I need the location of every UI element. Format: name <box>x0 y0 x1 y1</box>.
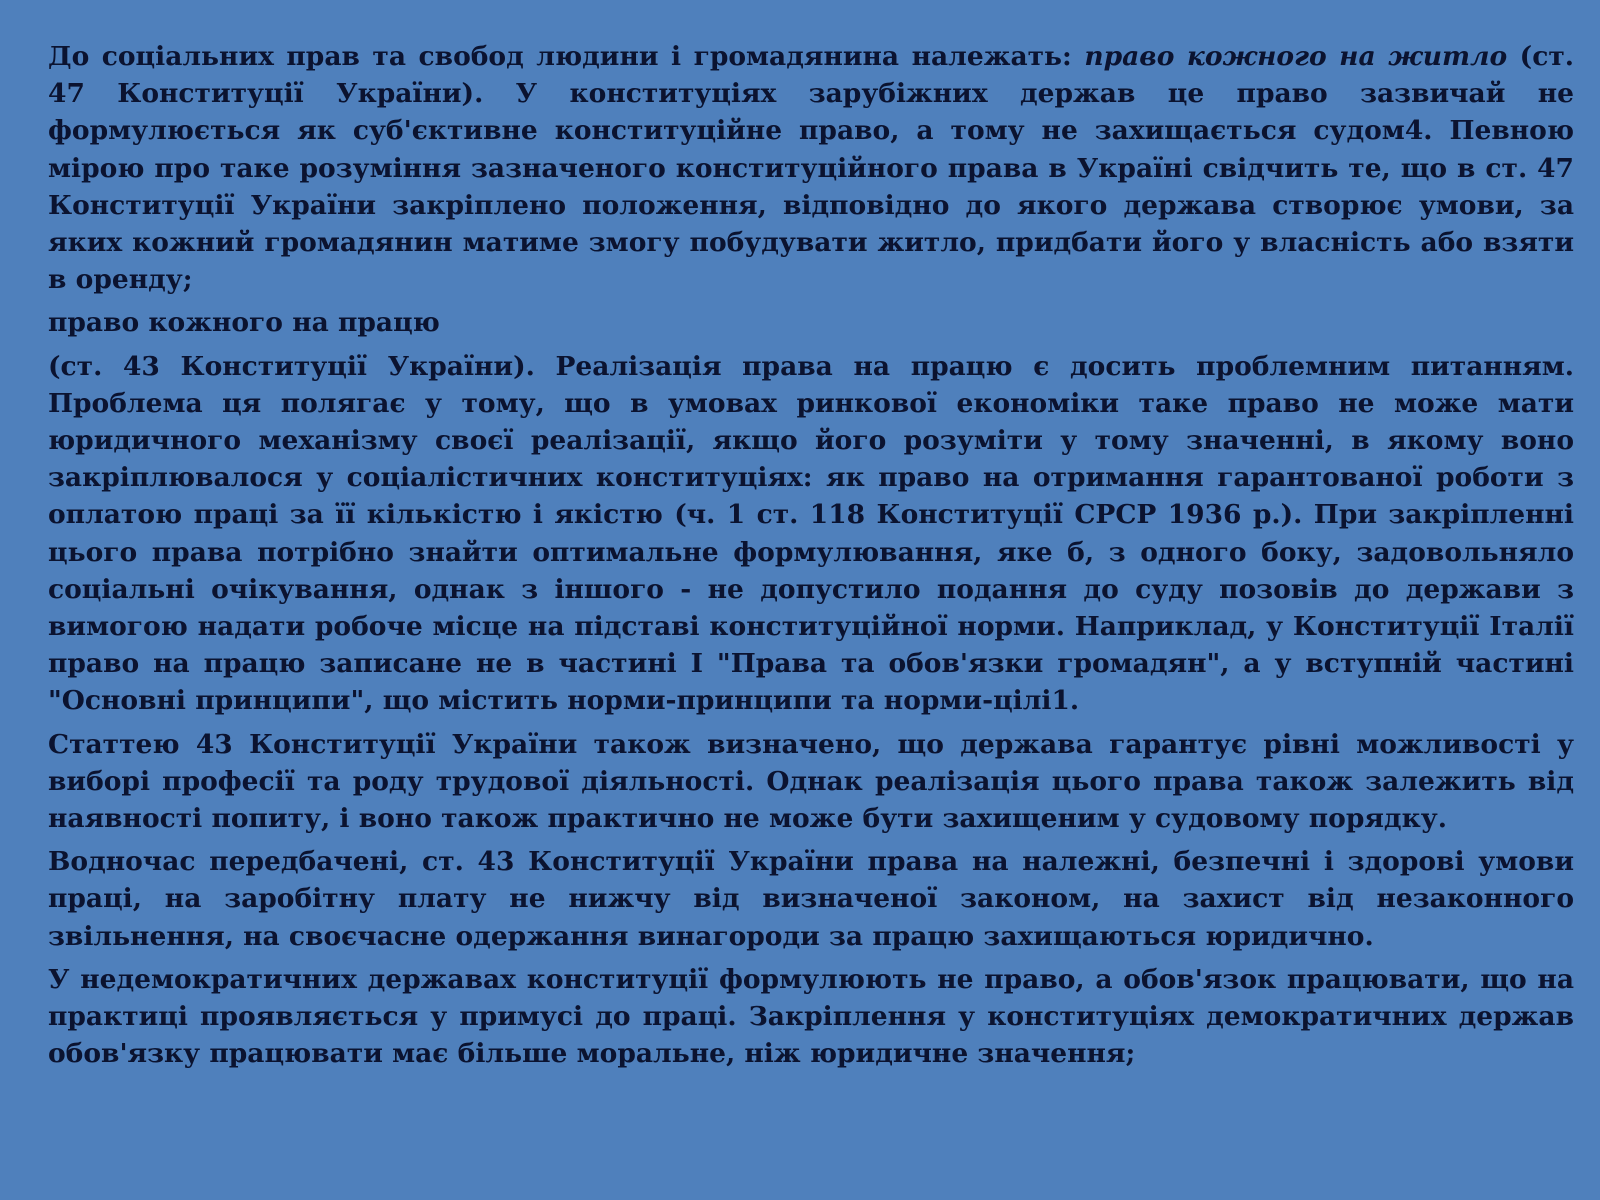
paragraph-profession-choice: Статтею 43 Конституції України також визначено, що держава гарантує рівні можливості у виборі професії та роду трудової діяльності. Однак реалізація цього права також залежить від наявності попиту, і воно також практично не може бути захищеним у судовому порядку. <box>48 728 1574 835</box>
housing-right-italic: право кожного на житло <box>1084 41 1508 72</box>
slide-text-body <box>48 38 1574 1078</box>
paragraph-labor-right-heading: право кожного на працю <box>48 307 440 339</box>
paragraph-housing-body: (ст. 47 Конституції України). У конституціях зарубіжних держав це право зазвичай не формулюється як суб'єктивне конституційне право, а тому не захищається судом4. Певною мірою про таке розуміння зазначеного конституційного права в Україні свідчить те, що в ст. 47 Конституції України закріплено положення, відповідно до якого держава створює умови, за яких кожний громадянин матиме змогу побудувати житло, придбати його у власність або взяти в оренду; <box>48 41 1574 296</box>
paragraph-labor-right: (ст. 43 Конституції України). Реалізація права на працю є досить проблемним питанням. Проблема ця полягає у тому, що в умовах ринкової економіки таке право не може мати юридичного механізму своєї реалізації, якщо його розуміти у тому значенні, в якому воно закріплювалося у соціалістичних конституціях: як право на отримання гарантованої роботи з оплатою праці за її кількістю і якістю (ч. 1 ст. 118 Конституції СРСР 1936 р.). При закріпленні цього права потрібно знайти оптимальне формулювання, яке б, з одного боку, задовольняло соціальні очікування, однак з іншого - не допустило подання до суду позовів до держави з вимогою надати робоче місце на підставі конституційної норми. Наприклад, у Конституції Італії право на працю записане не в частині I "Права та обов'язки громадян", а у вступній частині "Основні принципи", що містить норми-принципи та норми-цілі1. <box>48 350 1574 717</box>
paragraph-work-conditions: Водночас передбачені, ст. 43 Конституції України права на належні, безпечні і здорові умови праці, на заробітну плату не нижчу від визначеної законом, на захист від незаконного звільнення, на своєчасне одержання винагороди за працю захищаються юридично. <box>48 846 1574 952</box>
paragraph-duty-to-work: У недемократичних державах конституції формулюють не право, а обов'язок працювати, що на практиці проявляється у примусі до праці. Закріплення у конституціях демократичних держав обов'язку працювати має більше моральне, ніж юридичне значення; <box>48 963 1574 1070</box>
paragraph-housing-intro: До соціальних прав та свобод людини і громадянина належать: <box>48 41 1085 72</box>
paragraph-housing-right <box>48 38 1574 298</box>
